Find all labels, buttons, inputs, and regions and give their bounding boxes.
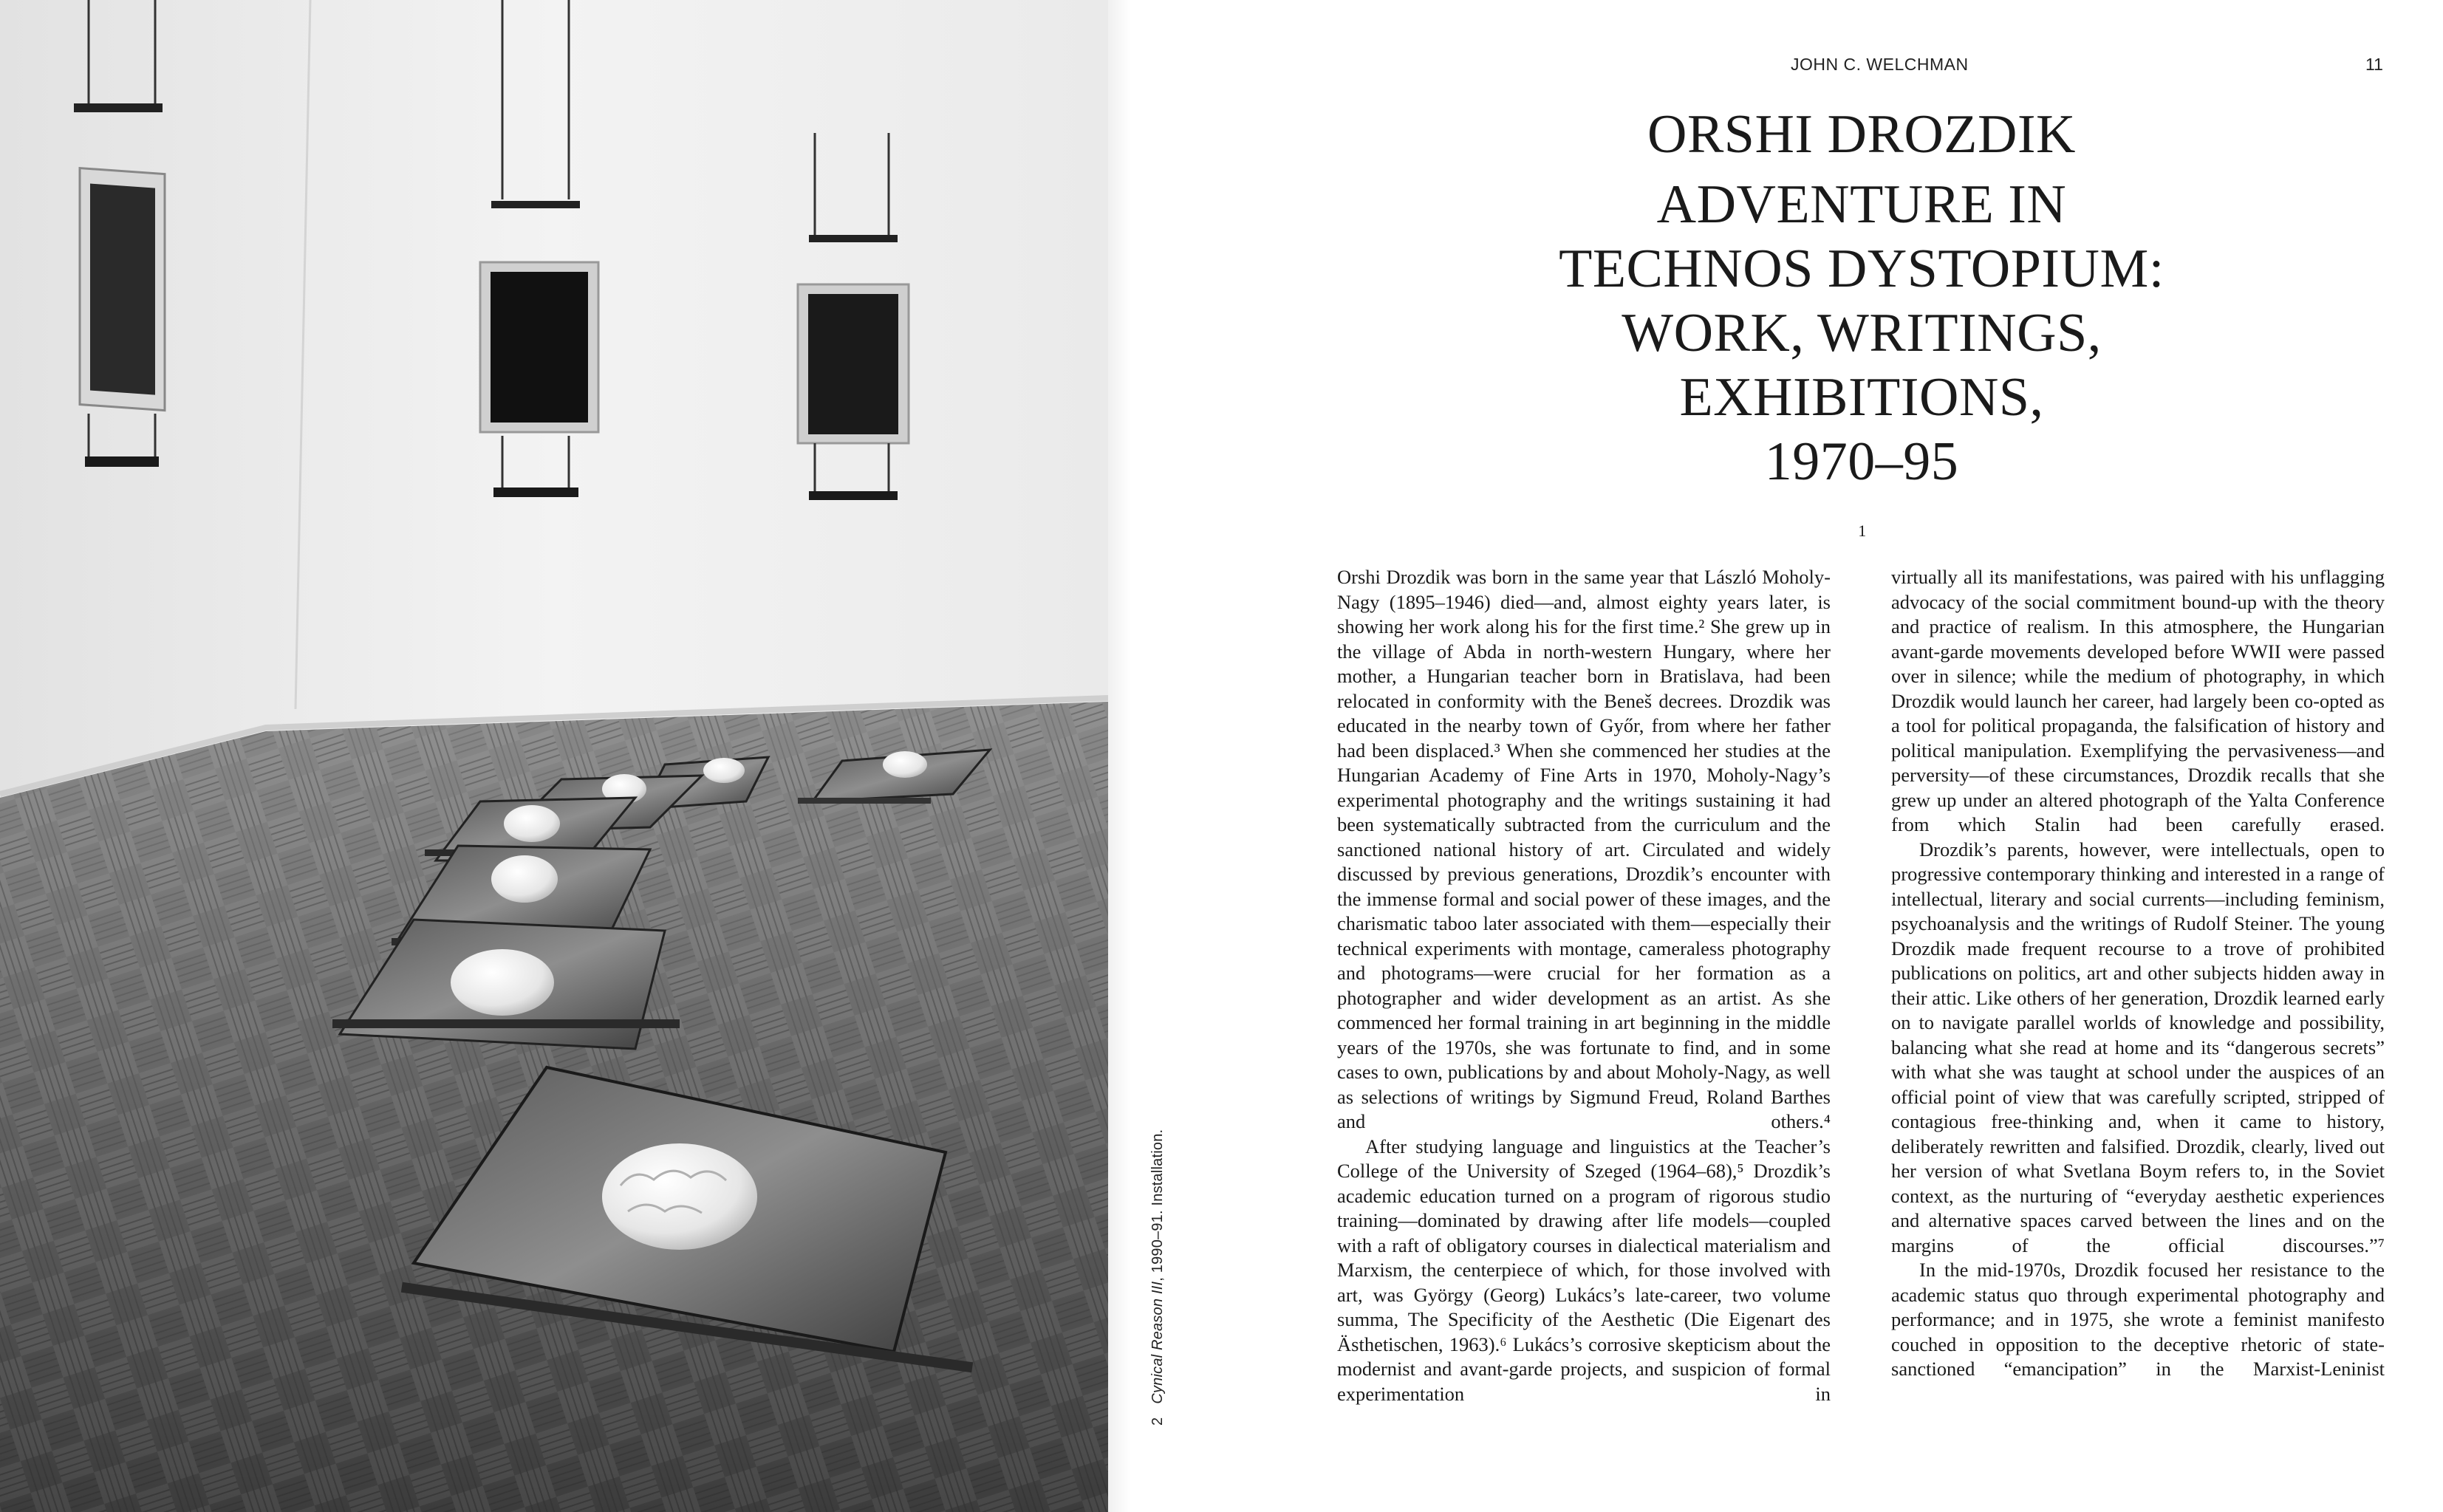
- title-line: TECHNOS DYSTOPIUM:: [1559, 239, 2164, 299]
- body-paragraph: In the mid-1970s, Drozdik focused her resistance to the academic status quo through experimental photography and performance; and in 1975, she wrote a feminist manifesto couched in opposition to the deceptive rhetoric of state-sanctioned “emancipation” in the Marxist-Leninist: [1891, 1259, 2385, 1380]
- figure-caption: [1149, 1129, 1166, 1426]
- body-paragraph: Orshi Drozdik was born in the same year that László Moholy-Nagy (1895–1946) died—and, almost eighty years later, is showing her work along his for the first time.² She grew up in the village of Abda in north-western Hungary, where her mother, a Hungarian teacher born in Bratislava, had been relocated in conformity with the Beneš decrees. Drozdik was educated in the nearby town of Győr, from where her father had been displaced.³ When she commenced her studies at the Hungarian Academy of Fine Arts in 1970, Moholy-Nagy’s experimental photography and the writings sustaining it had been systematically subtracted from the curriculum and the sanctioned national history of art. Circulated and widely discussed by previous generations, Drozdik’s encounter with the immense formal and social power of these images, and the charismatic taboo later associated with them—especially their technical experiments with montage, cameraless photography and photograms—were crucial for her formation as a photographer and wider development as an artist. As she commenced her formal training in art beginning in the middle years of the 1970s, she was fortunate to find, and in some cases to own, publications by and about Moholy-Nagy, as well as selections of writings by Sigmund Freud, Roland Barthes and others.⁴: [1337, 566, 1831, 1132]
- headline-title: [1433, 173, 2290, 558]
- running-head-author: JOHN C. WELCHMAN: [1791, 55, 1969, 74]
- title-line: EXHIBITIONS,: [1679, 367, 2044, 428]
- body-column-left: [1337, 565, 1831, 1406]
- page-gutter: [1108, 0, 1130, 1512]
- body-paragraph: Drozdik’s parents, however, were intellectuals, open to progressive contemporary thinking and interested in a range of intellectual, literary and social currents—including feminism, psychoanalysis and the writings of Rudolf Steiner. The young Drozdik made frequent recourse to a trove of prohibited publications on politics, art and other subjects hidden away in their attic. Like others of her generation, Drozdik learned early on to navigate parallel worlds of knowledge and possibility, balancing what she read at home and its “dangerous secrets” with what she was taught at school under the auspices of an official point of view that was carefully scripted, stripped of contagious free-thinking and, when it came to history, deliberately rewritten and falsified. Drozdik, clearly, lived out her version of what Svetlana Boym refers to, in the Soviet context, as the nurturing of “everyday aesthetic experiences and alternative spaces carved between the lines and on the margins of the official discourses.”⁷: [1891, 838, 2385, 1256]
- title-footnote-marker: 1: [1858, 521, 1867, 540]
- title-line-dates: [1433, 430, 2290, 558]
- figure-number: 2: [1149, 1417, 1166, 1426]
- headline-artist-name: ORSHI DROZDIK: [1647, 104, 2076, 165]
- body-paragraph: After studying language and linguistics at the Teacher’s College of the University of Szeged (1964–68),⁵ Drozdik’s academic education turned on a program of rigorous studio training—dominated by drawing after life models—coupled with a raft of obligatory courses in dialectical materialism and Marxism, the centerpiece of which, for those involved with art, was György (Georg) Lukács’s late-career, two volume summa, The Specificity of the Aesthetic (Die Eigenart des Ästhetischen, 1963).⁶ Lukács’s corrosive skepticism about the modernist and avant-garde projects, and suspicion of formal experimentation in: [1337, 1135, 1831, 1405]
- page-number: 11: [2365, 55, 2383, 74]
- artwork-title: Cynical Reason III: [1149, 1281, 1166, 1404]
- installation-photo-illustration: [0, 0, 1108, 1512]
- chapter-headline: [1433, 102, 2290, 558]
- body-column-right: [1891, 565, 2385, 1382]
- title-line: WORK, WRITINGS,: [1622, 303, 2102, 363]
- installation-photograph: [0, 0, 1108, 1512]
- body-paragraph: virtually all its manifestations, was paired with his unflagging advocacy of the social commitment bound-up with the theory and practice of realism. In this atmosphere, the Hungarian avant-garde movements developed before WWII were passed over in silence; while the medium of photography, in which Drozdik would launch her career, had largely been co-opted as a tool for political propaganda, the falsification of history and political manipulation. Exemplifying the pervasiveness—and perversity—of these circumstances, Drozdik recalls that she grew up under an altered photograph of the Yalta Conference from which Stalin had been carefully erased.: [1891, 566, 2385, 835]
- caption-details: , 1990–91. Installation.: [1149, 1129, 1166, 1282]
- title-line: ADVENTURE IN: [1656, 174, 2067, 235]
- title-dates: 1970–95: [1764, 431, 1959, 492]
